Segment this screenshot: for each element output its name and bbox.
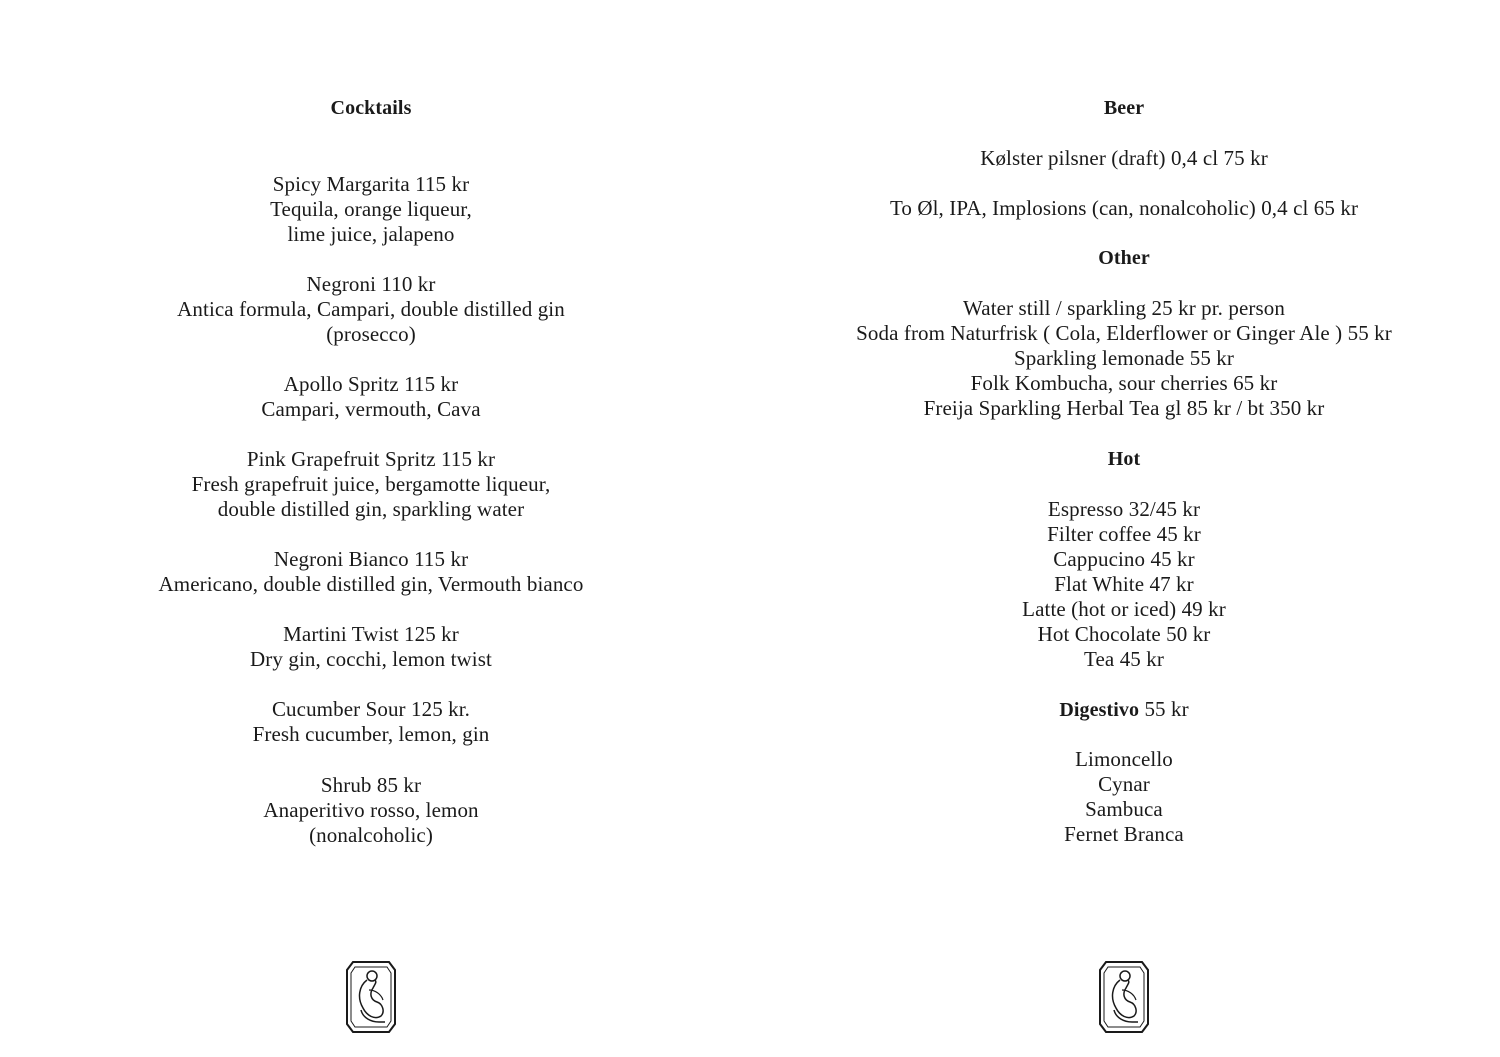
digestivo-heading: Digestivo (1059, 699, 1140, 721)
menu-item-description: Fresh grapefruit juice, bergamotte liqueur, (191, 472, 551, 496)
menu-item-name: Spicy Margarita 115 kr (272, 172, 470, 196)
menu-item: Hot Chocolate 50 kr (1037, 622, 1211, 646)
menu-item-description: Fresh cucumber, lemon, gin (252, 722, 490, 746)
menu-item-name: Pink Grapefruit Spritz 115 kr (246, 447, 496, 471)
menu-item: Tea 45 kr (1084, 647, 1164, 671)
menu-item-description: Dry gin, cocchi, lemon twist (250, 647, 492, 671)
menu-item-description: Campari, vermouth, Cava (261, 397, 481, 421)
menu-item-description: lime juice, jalapeno (287, 222, 455, 246)
beer-heading: Beer (1103, 97, 1145, 119)
menu-item: Filter coffee 45 kr (1047, 522, 1201, 546)
menu-item: Sambuca (1085, 797, 1163, 821)
seated-figure-logo-icon (1098, 960, 1150, 1034)
hot-heading: Hot (1107, 448, 1141, 470)
menu-item: Water still / sparkling 25 kr pr. person (963, 296, 1285, 320)
menu-item-name: Shrub 85 kr (320, 773, 422, 797)
menu-item-name: Negroni 110 kr (306, 272, 436, 296)
menu-item: Espresso 32/45 kr (1047, 497, 1201, 521)
menu-item: Kølster pilsner (draft) 0,4 cl 75 kr (980, 146, 1268, 170)
menu-item-name: Apollo Spritz 115 kr (283, 372, 459, 396)
menu-item-description: Antica formula, Campari, double distilled gin (177, 297, 565, 321)
menu-item-description: double distilled gin, sparkling water (217, 497, 525, 521)
menu-item: Cynar (1098, 772, 1150, 796)
menu-item-name: Negroni Bianco 115 kr (273, 547, 469, 571)
menu-item: Freija Sparkling Herbal Tea gl 85 kr / bt 350 kr (923, 396, 1325, 420)
menu-item-name: Martini Twist 125 kr (283, 622, 459, 646)
other-heading: Other (1098, 247, 1150, 269)
menu-item-description: Americano, double distilled gin, Vermouth bianco (158, 572, 584, 596)
menu-item-description: (nonalcoholic) (309, 823, 433, 847)
digestivo-heading-line (824, 697, 1424, 723)
menu-item-description: Tequila, orange liqueur, (270, 197, 472, 221)
menu-item: Latte (hot or iced) 49 kr (1022, 597, 1226, 621)
menu-item: Flat White 47 kr (1054, 572, 1194, 596)
menu-item: Soda from Naturfrisk ( Cola, Elderflower or Ginger Ale ) 55 kr (856, 321, 1392, 345)
menu-item-description: (prosecco) (326, 322, 416, 346)
digestivo-price: 55 kr (1139, 697, 1189, 721)
menu-item-description: Anaperitivo rosso, lemon (263, 798, 479, 822)
menu-item: Fernet Branca (1064, 822, 1184, 846)
seated-figure-logo-icon (345, 960, 397, 1034)
menu-item: Limoncello (1075, 747, 1173, 771)
menu-item: Folk Kombucha, sour cherries 65 kr (970, 371, 1278, 395)
cocktails-heading: Cocktails (330, 97, 412, 119)
menu-item: Sparkling lemonade 55 kr (1014, 346, 1234, 370)
menu-item: To Øl, IPA, Implosions (can, nonalcoholic) 0,4 cl 65 kr (889, 196, 1359, 220)
menu-item-name: Cucumber Sour 125 kr. (271, 697, 471, 721)
menu-item: Cappucino 45 kr (1053, 547, 1195, 571)
